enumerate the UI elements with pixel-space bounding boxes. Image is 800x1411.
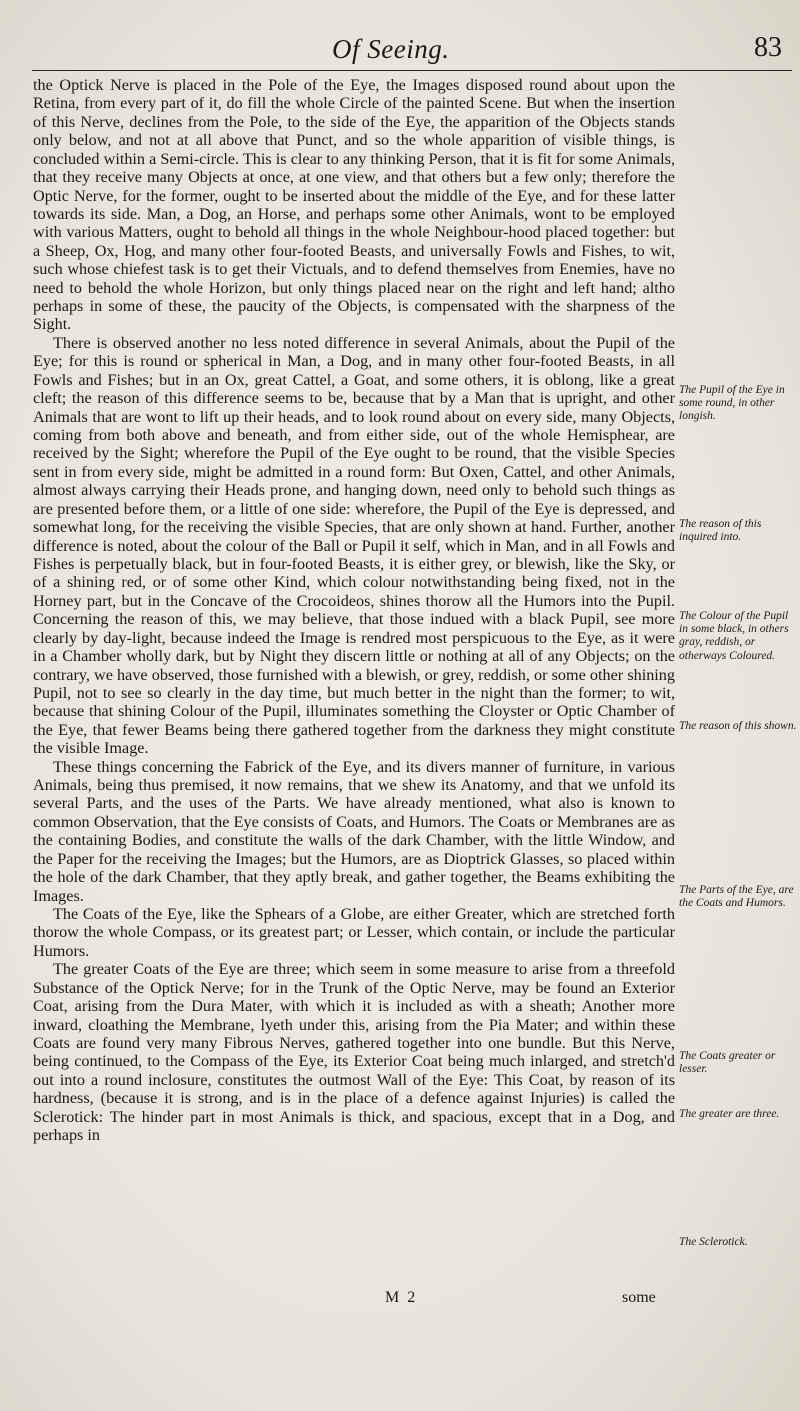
- body-text: [33, 76, 675, 1144]
- margin-note-pupil-colour: The Colour of the Pupil in some black, in others gray, reddish, or otherways Coloured.: [679, 610, 789, 662]
- page-number: 83: [754, 32, 782, 63]
- margin-note-sclerotick: The Sclerotick.: [679, 1236, 748, 1248]
- paragraph-5: The greater Coats of the Eye are three; which seem in some measure to arise from a threefold Substance of the Optick Nerve; for in the Trunk of the Optic Nerve, may be found an Exterior Coat, arising from the Dura Mater, with which it is included as with a sheath; Another more inward, cloathing the Membrane, lyeth under this, arising from the Pia Mater; and within these Coats are found very many Fibrous Nerves, gathered together into one bundle. But this Nerve, being continued, to the Compass of the Eye, its Exterior Coat being much inlarged, and stretch'd out into a round inclosure, constitutes the outmost Wall of the Eye: This Coat, by reason of its hardness, (because it is strong, and is in the place of a defence against Injuries) is called the Sclerotick: The hinder part in most Animals is thick, and spacious, except that in a Dog, and perhaps in: [33, 960, 675, 1145]
- paragraph-3: These things concerning the Fabrick of the Eye, and its divers manner of furniture, in various Animals, being thus premised, it now remains, that we shew its Anatomy, and that we unfold its several Parts, and the uses of the Parts. We have already mentioned, what also is known to common Observation, that the Eye consists of Coats, and Humors. The Coats or Membranes are as the containing Bodies, and constitute the walls of the dark Chamber, with the little Window, and the Paper for the receiving the Images; but the Humors, are as Dioptrick Glasses, so placed within the hole of the dark Chamber, that they aptly break, and gather together, the Beams exhibiting the Images.: [33, 757, 675, 905]
- catchword: some: [622, 1289, 656, 1306]
- margin-note-pupil-shape: The Pupil of the Eye in some round, in other longish.: [679, 384, 785, 423]
- margin-note-parts-of-eye: The Parts of the Eye, are the Coats and Humors.: [679, 884, 794, 910]
- running-head: [32, 30, 792, 71]
- margin-note-reason-inquired: The reason of this inquired into.: [679, 518, 762, 544]
- paragraph-2: There is observed another no less noted difference in several Animals, about the Pupil of the Eye; for this is round or spherical in Man, a Dog, and in many other four-footed Beasts, in all Fowls and Fishes; but in an Ox, great Cattel, a Goat, and some others, it is oblong, like a great cleft; the reason of this difference seems to be, because that by a Man that is upright, and other Animals that are wont to lift up their heads, and to look round about on every side, many Objects, coming from both above and beneath, and from either side, out of the whole Hemisphear, are received by the Sight; wherefore the Pupil of the Eye ought to be round, that the visible Species sent in from every side, might be admitted in a round form: But Oxen, Cattel, and other Animals, almost always carrying their Heads prone, and hanging down, need only to behold such things as are presented before them, or a little of one side: wherefore, the Pupil of the Eye is depressed, and somewhat long, for the receiving the visible Species, that are only shown at hand. Further, another difference is noted, about the colour of the Ball or Pupil it self, which in Man, and in all Fowls and Fishes is perpetually black, but in four-footed Beasts, it is either grey, or blewish, like the Sky, or of a shining red, or of some other Kind, which colour notwithstanding being fixed, not in the Horney part, but in the Concave of the Crocoideos, shines thorow all the Humors into the Pupil. Concerning the reason of this, we may believe, that those indued with a black Pupil, see more clearly by day-light, because indeed the Image is rendred most perspicuous to the Eye, as it were in a Chamber wholly dark, but by Night they discern little or nothing at all of any Objects; on the contrary, we have observed, those furnished with a blewish, or grey, reddish, or some other shining Pupil, not to see so clearly in the day time, but much better in the night than the former; to wit, because that shining Colour of the Pupil, illuminates something the Cloyster or Optic Chamber of the Eye, that fewer Beams being there gathered together from the darkness they might constitute the visible Image.: [33, 333, 675, 758]
- margin-note-greater-coats: The greater are three.: [679, 1108, 780, 1120]
- paragraph-1: the Optick Nerve is placed in the Pole of the Eye, the Images disposed round about upon the Retina, from every part of it, do fill the whole Circle of the painted Scene. But when the insertion of this Nerve, declines from the Pole, to the side of the Eye, the apparition of the Objects stands only below, and not at all above that Punct, and so the whole apparition of visible things, is concluded within a Semi-circle. This is clear to any thinking Person, that it is fit for some Animals, that they receive many Objects at once, at one view, and that others but a few only; therefore the Optic Nerve, for the former, ought to be inserted about the middle of the Eye, and for these latter towards its side. Man, a Dog, an Horse, and perhaps some other Animals, wont to be employed with various Matters, ought to behold all things in the whole Neighbour-hood placed together: but a Sheep, Ox, Hog, and many other four-footed Beasts, and universally Fowls and Fishes, to wit, such whose chiefest task is to get their Victuals, and to defend themselves from Enemies, have no need to behold the whole Horizon, but only things placed near on the right and left hand; altho perhaps in some of these, the paucity of the Objects, is compensated with the sharpness of the Sight.: [33, 76, 675, 334]
- paragraph-4: The Coats of the Eye, like the Sphears of a Globe, are either Greater, which are stretched forth thorow the whole Compass, or its greatest part; or Lesser, which contain, or include the particular Humors.: [33, 904, 675, 960]
- margin-note-coats: The Coats greater or lesser.: [679, 1050, 776, 1076]
- signature-mark: M 2: [385, 1289, 418, 1306]
- running-head-title: Of Seeing.: [332, 34, 450, 64]
- margin-note-reason-shown: The reason of this shown.: [679, 720, 797, 732]
